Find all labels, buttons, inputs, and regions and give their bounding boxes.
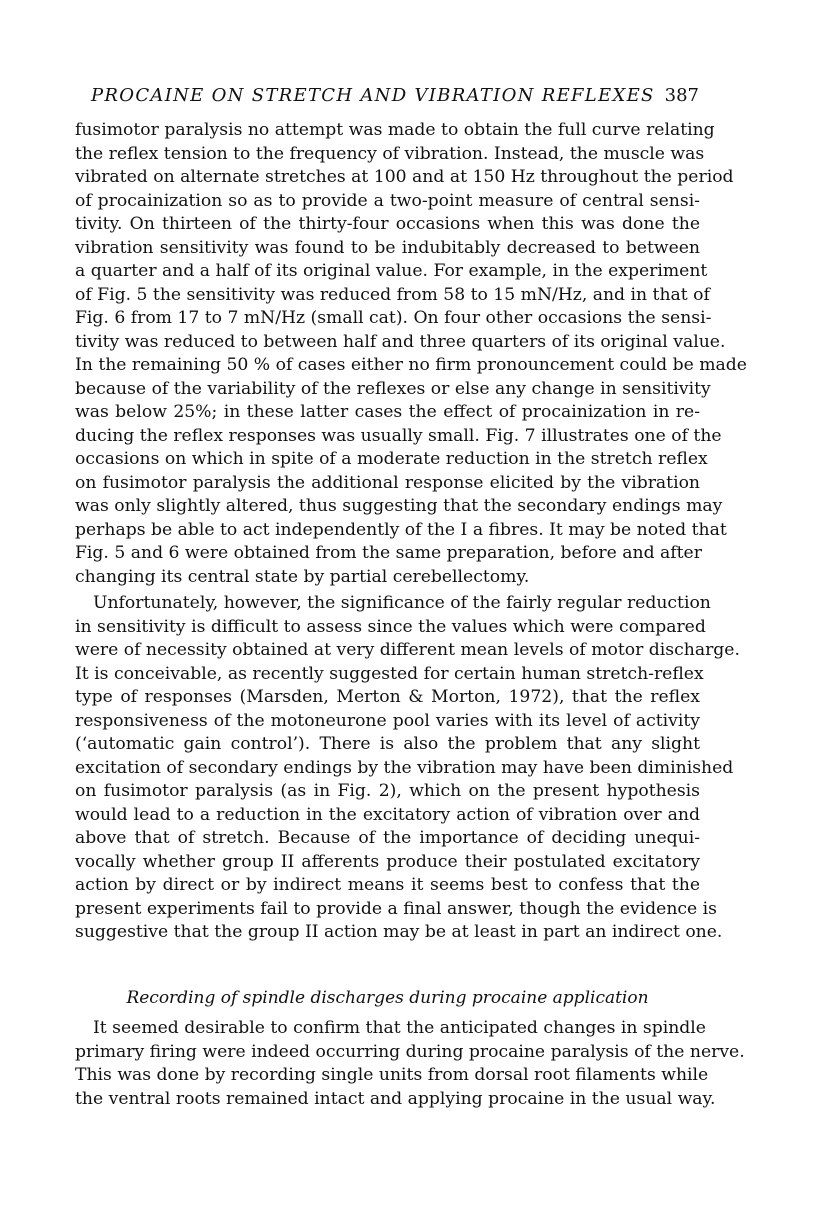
text-line: would lead to a reduction in the excitatory action of vibration over and <box>75 804 700 825</box>
text-line: (‘automatic gain control’). There is also the problem that any slight <box>75 734 700 754</box>
running-title: PROCAINE ON STRETCH AND VIBRATION REFLEXES <box>91 85 655 106</box>
text-line: were of necessity obtained at very different mean levels of motor discharge. <box>75 640 740 660</box>
text-line: action by direct or by indirect means it seems best to confess that the <box>75 875 700 895</box>
text-line: type of responses (Marsden, Merton & Morton, 1972), that the reflex <box>75 687 700 707</box>
text-line: Fig. 6 from 17 to 7 mN/Hz (small cat). On four other occasions the sensi- <box>75 308 712 328</box>
text-line: vocally whether group II afferents produce their postulated excitatory <box>75 851 700 872</box>
text-line: It is conceivable, as recently suggested for certain human stretch-reflex <box>75 663 704 684</box>
text-line: In the remaining 50 % of cases either no firm pronouncement could be made <box>75 355 747 375</box>
text-line: suggestive that the group II action may be at least in part an indirect one. <box>75 922 723 942</box>
text-line: Unfortunately, however, the significance of the fairly regular reduction <box>93 593 711 613</box>
text-line: Fig. 5 and 6 were obtained from the same preparation, before and after <box>75 543 702 563</box>
text-line: ducing the reflex responses was usually small. Fig. 7 illustrates one of the <box>75 425 722 446</box>
text-line: on fusimotor paralysis (as in Fig. 2), which on the present hypothesis <box>75 781 700 801</box>
text-line: a quarter and a half of its original value. For example, in the experiment <box>75 261 708 281</box>
text-line: perhaps be able to act independently of the I a fibres. It may be noted that <box>75 519 727 540</box>
text-line: occasions on which in spite of a moderate reduction in the stretch reflex <box>75 449 708 469</box>
text-line: in sensitivity is difficult to assess since the values which were compared <box>75 616 706 637</box>
text-line: of procainization so as to provide a two-point measure of central sensi- <box>75 190 700 211</box>
page-number: 387 <box>664 85 699 106</box>
text-line: fusimotor paralysis no attempt was made to obtain the full curve relating <box>75 120 715 140</box>
text-line: on fusimotor paralysis the additional response elicited by the vibration <box>75 472 700 493</box>
running-head <box>89 85 699 113</box>
text-line: excitation of secondary endings by the vibration may have been diminished <box>75 757 734 778</box>
text-line: was below 25%; in these latter cases the effect of procainization in re- <box>75 402 700 422</box>
text-line: tivity was reduced to between half and three quarters of its original value. <box>75 331 726 352</box>
text-line: vibration sensitivity was found to be indubitably decreased to between <box>75 237 700 258</box>
text-line: above that of stretch. Because of the importance of deciding unequi- <box>75 828 700 848</box>
text-line: of Fig. 5 the sensitivity was reduced from 58 to 15 mN/Hz, and in that of <box>75 284 710 305</box>
text-line: It seemed desirable to confirm that the anticipated changes in spindle <box>93 1018 706 1038</box>
text-line: changing its central state by partial cerebellectomy. <box>75 566 530 587</box>
text-line: vibrated on alternate stretches at 100 and at 150 Hz throughout the period <box>75 167 734 187</box>
text-line: This was done by recording single units from dorsal root filaments while <box>75 1065 709 1085</box>
text-line: the ventral roots remained intact and applying procaine in the usual way. <box>75 1088 716 1109</box>
text-line: tivity. On thirteen of the thirty-four occasions when this was done the <box>75 214 700 234</box>
text-line: because of the variability of the reflexes or else any change in sensitivity <box>75 378 711 399</box>
text-line: primary firing were indeed occurring during procaine paralysis of the nerve. <box>75 1041 745 1062</box>
text-line: responsiveness of the motoneurone pool varies with its level of activity <box>75 710 700 731</box>
text-line: was only slightly altered, thus suggesting that the secondary endings may <box>75 496 723 516</box>
text-line: the reflex tension to the frequency of vibration. Instead, the muscle was <box>75 143 705 164</box>
text-line: present experiments fail to provide a final answer, though the evidence is <box>75 898 717 919</box>
section-heading: Recording of spindle discharges during procaine application <box>126 988 649 1008</box>
